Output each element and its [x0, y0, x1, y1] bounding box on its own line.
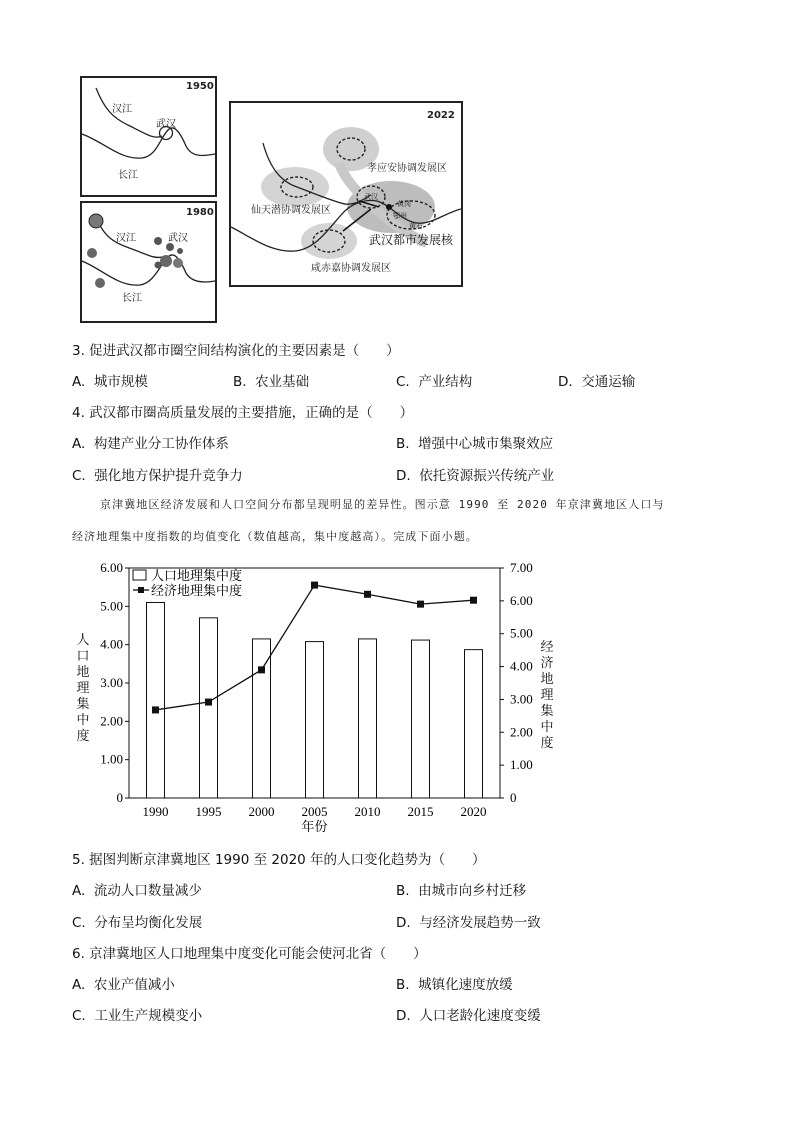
question-6-option-c[interactable]	[72, 1004, 202, 1024]
passage-line-1: 京津冀地区经济发展和人口空间分布都呈现明显的差异性。图示意 1990 至 2020 年京津冀地区人口与	[100, 498, 665, 511]
chart-ylabel-left: 人口地理集中度	[76, 633, 90, 744]
option-letter: D.	[558, 374, 573, 390]
population-bar	[253, 639, 271, 798]
y-right-tick-label: 2.00	[510, 724, 533, 740]
x-tick-label: 2010	[354, 804, 381, 819]
y-right-tick-label: 7.00	[510, 560, 533, 575]
map-2022-label-huangshi: 黄石	[409, 222, 423, 230]
economy-point	[258, 666, 265, 673]
population-bar	[359, 639, 377, 798]
chart-ylabel-right: 经济地理集中度	[540, 640, 554, 751]
question-3-option-d[interactable]	[558, 370, 635, 390]
map-2022-year: 2022	[427, 110, 455, 121]
map-1950	[80, 76, 217, 197]
option-text: 强化地方保护提升竞争力	[94, 468, 243, 484]
option-text: 增强中心城市集聚效应	[418, 436, 554, 452]
option-letter: C.	[72, 915, 86, 931]
map-2022-label-wuhan: 武汉	[364, 193, 378, 201]
map-2022-label-huanggang: 黄冈	[397, 200, 411, 208]
option-text: 流动人口数量减少	[93, 883, 202, 899]
question-4-option-b[interactable]	[396, 432, 553, 452]
option-text: 工业生产规模变小	[94, 1008, 203, 1024]
option-letter: B.	[396, 436, 410, 452]
map-1980-label-changjiang: 长江	[122, 293, 142, 304]
y-right-tick-label: 4.00	[510, 658, 533, 674]
map-2022-label-xiantianqian: 仙天潜协调发展区	[251, 205, 331, 216]
map-1950-label-hanjiang: 汉江	[112, 104, 132, 115]
question-3-option-a[interactable]	[72, 370, 148, 390]
map-1950-label-changjiang: 长江	[118, 170, 138, 181]
option-letter: A.	[72, 436, 86, 452]
y-left-tick-label: 4.00	[100, 636, 123, 652]
map-2022-label-xianchijia: 咸赤嘉协调发展区	[311, 263, 391, 274]
x-axis-label: 年份	[301, 820, 328, 835]
option-text: 农业基础	[255, 374, 310, 390]
option-text: 分布呈均衡化发展	[94, 915, 203, 931]
economy-point	[470, 597, 477, 604]
x-tick-label: 2005	[301, 804, 328, 819]
passage-line-2: 经济地理集中度指数的均值变化（数值越高，集中度越高）。完成下面小题。	[72, 530, 478, 543]
option-text: 构建产业分工协作体系	[93, 436, 229, 452]
option-letter: D.	[396, 468, 411, 484]
x-tick-label: 1995	[195, 804, 222, 819]
option-letter: C.	[72, 468, 86, 484]
map-2022-drawing	[231, 103, 461, 285]
option-letter: D.	[396, 1008, 411, 1024]
y-right-tick-label: 1.00	[510, 757, 533, 773]
question-4-stem: 4. 武汉都市圈高质量发展的主要措施，正确的是（ ）	[72, 405, 414, 421]
population-bar	[147, 603, 165, 799]
option-letter: B.	[233, 374, 247, 390]
question-5-option-a[interactable]	[72, 879, 202, 899]
question-3-option-b[interactable]	[233, 370, 309, 390]
question-6-option-b[interactable]	[396, 973, 513, 993]
question-5-stem: 5. 据图判断京津冀地区 1990 至 2020 年的人口变化趋势为（ ）	[72, 852, 486, 868]
option-text: 城市规模	[93, 374, 148, 390]
y-left-tick-label: 5.00	[100, 598, 123, 614]
map-1980	[80, 201, 217, 323]
option-letter: C.	[396, 374, 410, 390]
map-1950-year: 1950	[186, 81, 214, 92]
map-1980-rivers	[82, 203, 215, 321]
population-bar	[306, 642, 324, 798]
map-2022-label-core: 武汉都市发展核	[369, 233, 454, 247]
economy-point	[311, 582, 318, 589]
population-bar	[465, 650, 483, 798]
option-text: 与经济发展趋势一致	[419, 915, 541, 931]
legend-bar-swatch	[133, 570, 146, 580]
legend-bar-label: 人口地理集中度	[151, 569, 243, 584]
question-4-option-a[interactable]	[72, 432, 229, 452]
y-right-tick-label: 0	[510, 790, 517, 805]
option-letter: B.	[396, 883, 410, 899]
option-letter: C.	[72, 1008, 86, 1024]
economy-point	[364, 591, 371, 598]
option-letter: A.	[72, 883, 86, 899]
y-right-tick-label: 6.00	[510, 592, 533, 608]
question-4-option-d[interactable]	[396, 464, 554, 484]
option-letter: D.	[396, 915, 411, 931]
y-left-tick-label: 2.00	[100, 713, 123, 729]
y-left-tick-label: 1.00	[100, 751, 123, 767]
map-2022	[229, 101, 463, 287]
x-tick-label: 2000	[248, 804, 275, 819]
y-left-tick-label: 3.00	[100, 675, 123, 690]
question-5-option-d[interactable]	[396, 911, 541, 931]
question-3-option-c[interactable]	[396, 370, 472, 390]
option-text: 产业结构	[418, 374, 473, 390]
question-6-stem: 6. 京津冀地区人口地理集中度变化可能会使河北省（ ）	[72, 946, 427, 962]
question-5-option-b[interactable]	[396, 879, 526, 899]
economy-point	[417, 601, 424, 608]
population-bar	[200, 618, 218, 798]
map-2022-label-xiaoyingan: 孝应安协调发展区	[367, 163, 447, 174]
question-6-option-d[interactable]	[396, 1004, 541, 1024]
legend-line-label: 经济地理集中度	[151, 584, 243, 599]
map-1950-label-wuhan: 武汉	[156, 119, 176, 130]
question-4-option-c[interactable]	[72, 464, 243, 484]
question-5-option-c[interactable]	[72, 911, 202, 931]
y-left-tick-label: 6.00	[100, 560, 123, 575]
concentration-chart	[0, 560, 794, 835]
option-text: 人口老龄化速度变缓	[419, 1008, 541, 1024]
map-1980-label-wuhan: 武汉	[168, 233, 188, 244]
question-3-stem: 3. 促进武汉都市圈空间结构演化的主要因素是（ ）	[72, 343, 400, 359]
option-text: 交通运输	[581, 374, 636, 390]
economy-point	[152, 706, 159, 713]
y-left-tick-label: 0	[116, 790, 123, 805]
y-right-tick-label: 5.00	[510, 625, 533, 641]
map-2022-label-ezhou: 鄂州	[393, 212, 407, 220]
x-tick-label: 1990	[142, 804, 169, 819]
option-letter: A.	[72, 374, 86, 390]
map-1950-rivers	[82, 78, 215, 195]
y-right-tick-label: 3.00	[510, 691, 533, 707]
economy-point	[205, 699, 212, 706]
question-6-option-a[interactable]	[72, 973, 175, 993]
option-letter: A.	[72, 977, 86, 993]
option-text: 由城市向乡村迁移	[418, 883, 527, 899]
option-text: 农业产值减小	[93, 977, 175, 993]
x-tick-label: 2015	[407, 804, 434, 819]
x-tick-label: 2020	[460, 804, 487, 819]
option-text: 城镇化速度放缓	[418, 977, 513, 993]
population-bar	[412, 640, 430, 798]
option-letter: B.	[396, 977, 410, 993]
legend-line-marker	[138, 587, 144, 593]
map-1980-label-hanjiang: 汉江	[116, 233, 136, 244]
map-1980-year: 1980	[186, 207, 214, 218]
option-text: 依托资源振兴传统产业	[419, 468, 555, 484]
